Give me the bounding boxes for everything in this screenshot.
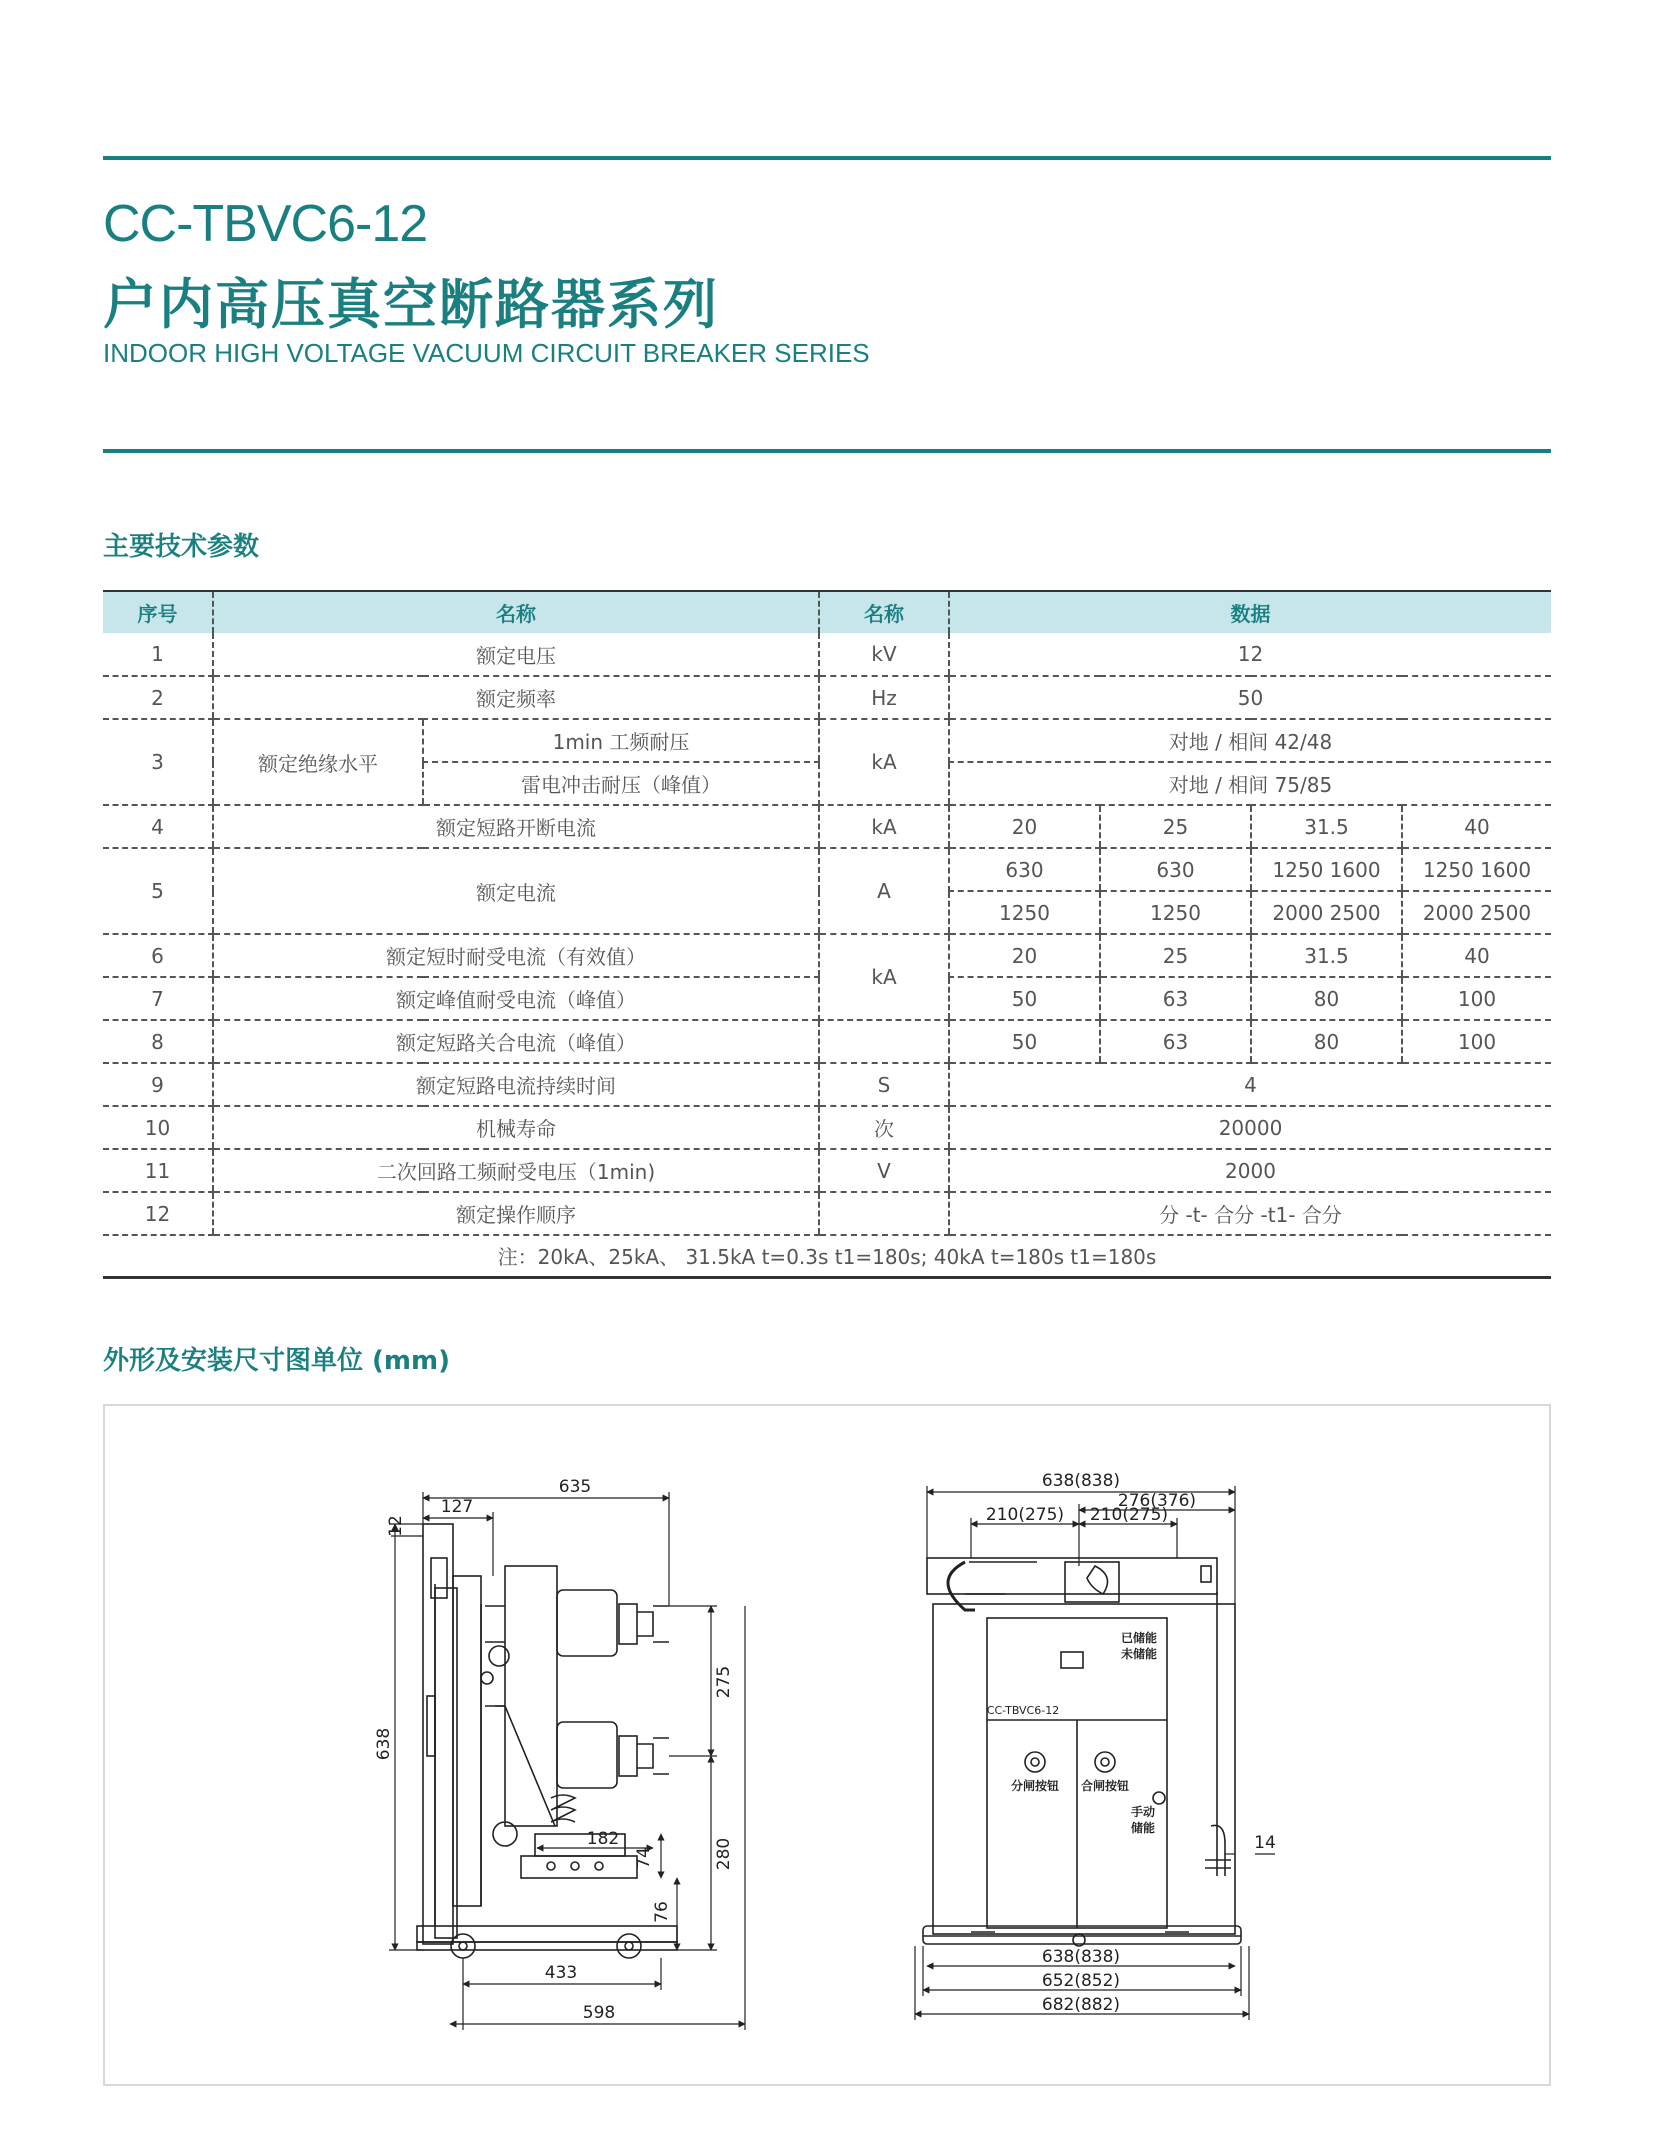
table-header-row: [103, 591, 1551, 633]
row-value: 2000 2500: [1251, 891, 1402, 934]
row-no: 1: [103, 633, 213, 676]
dim-14: 14: [1254, 1833, 1276, 1853]
dim-12: 12: [386, 1515, 406, 1537]
row-unit: kA: [819, 805, 949, 848]
dim-280: 280: [714, 1837, 734, 1871]
row-unit: Hz: [819, 676, 949, 719]
row-value: 31.5: [1251, 805, 1402, 848]
row-value: 对地 / 相间 42/48: [949, 719, 1551, 762]
row-value: 25: [1100, 934, 1251, 977]
dim-182: 182: [586, 1829, 620, 1849]
row-value: 25: [1100, 805, 1251, 848]
row-name: 额定峰值耐受电流（峰值）: [213, 977, 819, 1020]
row-no: 7: [103, 977, 213, 1020]
dimension-drawing-frame: [103, 1404, 1551, 2086]
dim-127: 127: [440, 1497, 474, 1517]
table-row: [103, 1192, 1551, 1235]
row-value: 80: [1251, 1020, 1402, 1063]
front-housing: [933, 1604, 1235, 1934]
upper-insulator: [557, 1590, 617, 1656]
dim-74: 74: [634, 1847, 654, 1869]
row-unit: V: [819, 1149, 949, 1192]
row-value: 20: [949, 934, 1100, 977]
dim-210-left: 210(275): [985, 1505, 1065, 1525]
row-name: 额定短路电流持续时间: [213, 1063, 819, 1106]
row-value: 31.5: [1251, 934, 1402, 977]
row-value: 630: [949, 848, 1100, 891]
table-row: [103, 1020, 1551, 1063]
row-value: 对地 / 相间 75/85: [949, 762, 1551, 805]
table-row: [103, 719, 1551, 762]
front-top-handle: [1065, 1562, 1119, 1602]
row-unit: [819, 1020, 949, 1063]
front-wheel: [451, 1934, 475, 1958]
table-row: [103, 1106, 1551, 1149]
row-value: 50: [949, 977, 1100, 1020]
row-name: 额定电压: [213, 633, 819, 676]
row-value: 100: [1402, 977, 1551, 1020]
table-note: 注：20kA、25kA、 31.5kA t=0.3s t1=180s; 40kA t=180s t1=180s: [103, 1235, 1551, 1277]
header-bottom-rule: [103, 449, 1551, 453]
row-no: 8: [103, 1020, 213, 1063]
page-title: 户内高压真空断路器系列: [103, 273, 719, 336]
row-value: 分 -t- 合分 -t1- 合分: [949, 1192, 1551, 1235]
label-energy: 储能: [1130, 1821, 1156, 1835]
row-value: 1250 1600: [1402, 848, 1551, 891]
dim-76: 76: [652, 1901, 672, 1923]
table-row: [103, 1063, 1551, 1106]
dim-598: 598: [582, 2003, 616, 2023]
spec-table: [103, 590, 1551, 1279]
dim-635: 635: [558, 1477, 592, 1497]
dim-638-bottom: 638(838): [1041, 1947, 1121, 1967]
row-value: 20: [949, 805, 1100, 848]
row-unit: [819, 1192, 949, 1235]
dim-638-top: 638(838): [1041, 1471, 1121, 1491]
panel-model: CC-TBVC6-12: [986, 1704, 1060, 1717]
row-no: 4: [103, 805, 213, 848]
table-note-row: [103, 1235, 1551, 1277]
row-no: 5: [103, 848, 213, 934]
label-manual: 手动: [1130, 1805, 1156, 1819]
model-number: CC-TBVC6-12: [103, 195, 428, 253]
row-value: 40: [1402, 805, 1551, 848]
row-value: 4: [949, 1063, 1551, 1106]
dim-276: 276(376): [1117, 1491, 1197, 1511]
row-value: 20000: [949, 1106, 1551, 1149]
row-name: 额定电流: [213, 848, 819, 934]
row-no: 12: [103, 1192, 213, 1235]
table-row: [103, 805, 1551, 848]
label-stored: 已储能: [1120, 1631, 1158, 1645]
row-unit: kA: [819, 934, 949, 1020]
label-unstored: 未储能: [1120, 1647, 1158, 1661]
row-no: 2: [103, 676, 213, 719]
top-rule: [103, 156, 1551, 160]
dim-682: 682(882): [1041, 1995, 1121, 2015]
page-subtitle: INDOOR HIGH VOLTAGE VACUUM CIRCUIT BREAKER SERIES: [103, 338, 870, 368]
row-subname: 雷电冲击耐压（峰值）: [423, 762, 819, 805]
dim-638: 638: [374, 1727, 394, 1761]
row-value: 1250: [949, 891, 1100, 934]
front-view-drawing: [923, 1558, 1241, 1946]
row-name: 额定操作顺序: [213, 1192, 819, 1235]
row-name: 额定短路关合电流（峰值）: [213, 1020, 819, 1063]
section-title-dimensions: 外形及安装尺寸图单位 (mm): [103, 1346, 451, 1376]
row-value: 12: [949, 633, 1551, 676]
label-open-button: 分闸按钮: [1010, 1779, 1060, 1793]
row-no: 9: [103, 1063, 213, 1106]
side-view-labels: [374, 1477, 734, 2023]
row-name: 额定短路开断电流: [213, 805, 819, 848]
side-view-drawing: [417, 1524, 677, 1958]
row-value: 50: [949, 676, 1551, 719]
table-row: [103, 848, 1551, 891]
row-unit: A: [819, 848, 949, 934]
front-top-bar: [927, 1558, 1217, 1594]
section-title-specs: 主要技术参数: [103, 532, 260, 562]
header-data: 数据: [949, 591, 1551, 633]
row-name: 机械寿命: [213, 1106, 819, 1149]
row-no: 11: [103, 1149, 213, 1192]
row-value: 1250 1600: [1251, 848, 1402, 891]
row-value: 100: [1402, 1020, 1551, 1063]
row-unit: kA: [819, 719, 949, 805]
row-no: 3: [103, 719, 213, 805]
row-value: 63: [1100, 1020, 1251, 1063]
lower-insulator: [557, 1722, 617, 1788]
row-unit: 次: [819, 1106, 949, 1149]
dimension-drawing: [105, 1406, 1549, 2084]
row-unit: S: [819, 1063, 949, 1106]
header-no: 序号: [103, 591, 213, 633]
row-value: 80: [1251, 977, 1402, 1020]
row-name: 额定短时耐受电流（有效值）: [213, 934, 819, 977]
row-value: 40: [1402, 934, 1551, 977]
row-no: 6: [103, 934, 213, 977]
dim-210-right: 210(275): [1089, 1505, 1169, 1525]
side-body: [505, 1566, 557, 1826]
row-value: 2000: [949, 1149, 1551, 1192]
table-row: [103, 934, 1551, 977]
row-value: 2000 2500: [1402, 891, 1551, 934]
table-row: [103, 676, 1551, 719]
label-close-button: 合闸按钮: [1080, 1779, 1130, 1793]
table-row: [103, 1149, 1551, 1192]
row-value: 63: [1100, 977, 1251, 1020]
row-no: 10: [103, 1106, 213, 1149]
row-group-name: 额定绝缘水平: [213, 719, 423, 805]
row-value: 1250: [1100, 891, 1251, 934]
row-unit: kV: [819, 633, 949, 676]
dim-275: 275: [714, 1665, 734, 1699]
row-value: 630: [1100, 848, 1251, 891]
row-name: 二次回路工频耐受电压（1min): [213, 1149, 819, 1192]
header-unit: 名称: [819, 591, 949, 633]
row-value: 50: [949, 1020, 1100, 1063]
row-name: 额定频率: [213, 676, 819, 719]
table-row: [103, 633, 1551, 676]
rear-wheel: [617, 1934, 641, 1958]
row-subname: 1min 工频耐压: [423, 719, 819, 762]
header-name: 名称: [213, 591, 819, 633]
dim-652: 652(852): [1041, 1971, 1121, 1991]
dim-433: 433: [544, 1963, 578, 1983]
